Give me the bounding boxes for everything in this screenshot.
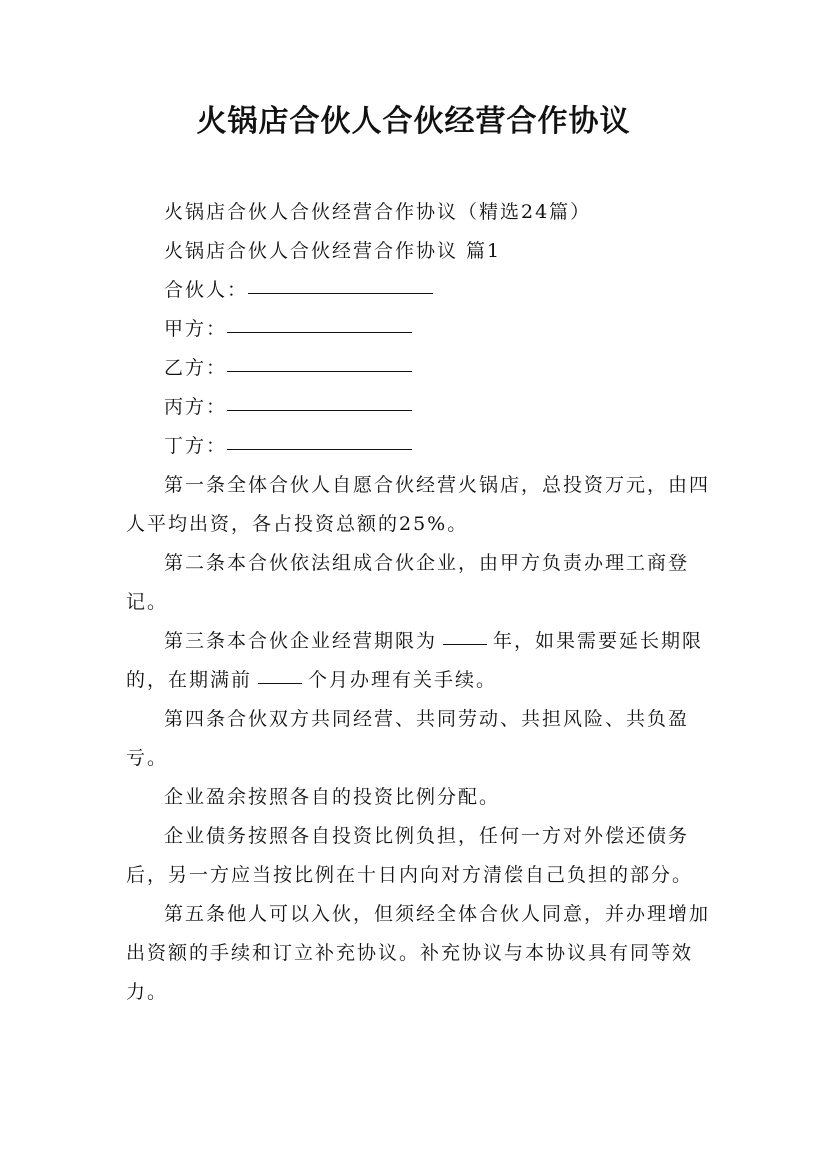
fill-in-blank (258, 682, 302, 684)
article-2: 第二条本合伙依法组成合伙企业，由甲方负责办理工商登记。 (126, 552, 690, 613)
fill-in-blank (443, 643, 487, 645)
document-title: 火锅店合伙人合伙经营合作协议 (196, 104, 631, 139)
party-label: 丙方： (164, 396, 228, 418)
section-heading: 火锅店合伙人合伙经营合作协议 篇1 (164, 240, 502, 262)
party-label: 丁方： (164, 435, 228, 457)
fill-in-blank (227, 331, 412, 333)
fill-in-blank (248, 292, 433, 294)
article-4: 第四条合伙双方共同经营、共同劳动、共担风险、共负盈亏。 (126, 708, 690, 769)
fill-in-blank (227, 370, 412, 372)
party-line-a (126, 310, 722, 349)
article-3-text: 年，如果需要延长期限的，在期满前 (126, 630, 704, 691)
party-line-d (126, 427, 722, 466)
party-line-c (126, 388, 722, 427)
fill-in-blank (227, 448, 412, 450)
document-subtitle: 火锅店合伙人合伙经营合作协议（精选24篇） (164, 201, 592, 223)
article-3 (126, 622, 722, 700)
party-line-b (126, 349, 722, 388)
party-label: 甲方： (164, 318, 228, 340)
party-label: 合伙人： (164, 279, 249, 301)
article-3-text: 第三条本合伙企业经营期限为 (164, 630, 438, 652)
article-4-debt: 企业债务按照各自投资比例负担，任何一方对外偿还债务后，另一方应当按比例在十日内向对方清偿自己负担的部分。 (126, 825, 694, 886)
party-line-partner (126, 271, 722, 310)
fill-in-blank (227, 409, 412, 411)
document-body (126, 193, 722, 1012)
article-3-text: 个月办理有关手续。 (308, 669, 498, 691)
article-1: 第一条全体合伙人自愿合伙经营火锅店，总投资万元，由四人平均出资，各占投资总额的25%。 (126, 474, 711, 535)
article-5: 第五条他人可以入伙，但须经全体合伙人同意，并办理增加出资额的手续和订立补充协议。补充协议与本协议具有同等效力。 (126, 903, 711, 1003)
article-4-profit: 企业盈余按照各自的投资比例分配。 (164, 786, 501, 808)
party-label: 乙方： (164, 357, 228, 379)
